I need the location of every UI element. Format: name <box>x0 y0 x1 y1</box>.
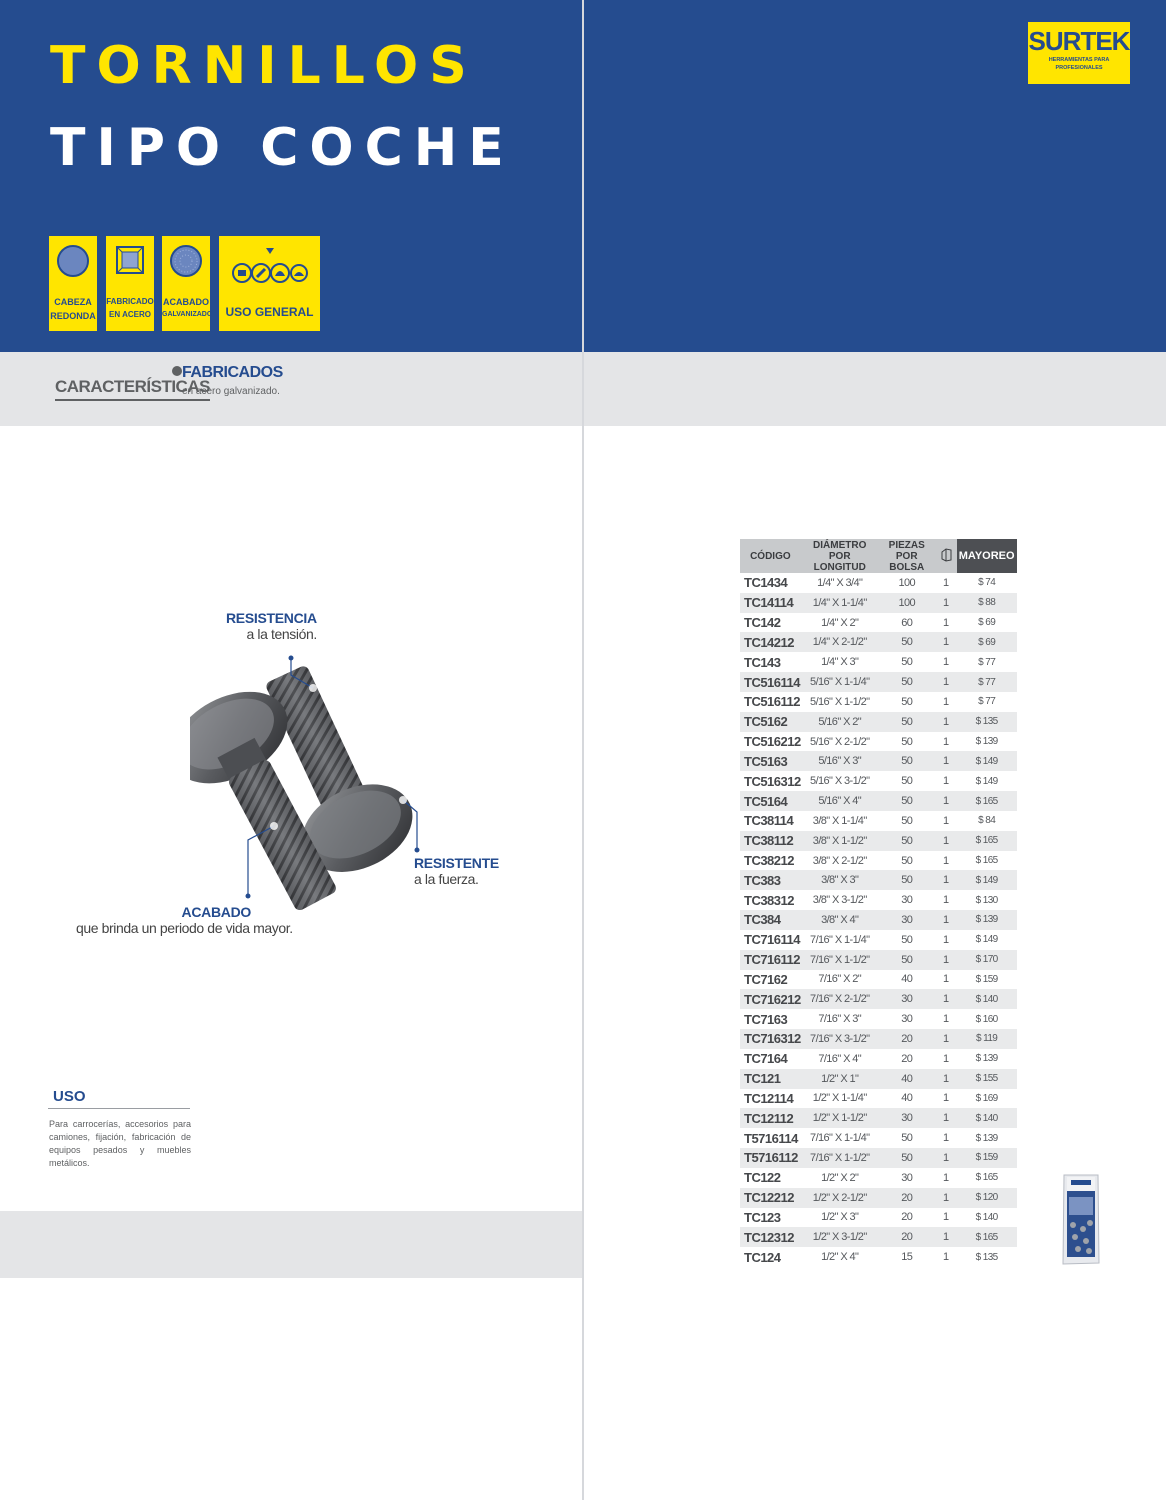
box-qty: 1 <box>942 576 949 589</box>
callout-resistente-text: a la fuerza. <box>414 871 479 887</box>
wholesale-price: $ 120 <box>957 1188 1017 1208</box>
box-qty: 1 <box>942 933 949 946</box>
diameter-length: 5/16" X 1-1/2" <box>810 695 870 708</box>
wholesale-price: $ 165 <box>957 831 1017 851</box>
pieces-per-bag: 50 <box>879 831 935 851</box>
wholesale-price: $ 140 <box>957 1108 1017 1128</box>
pieces-per-bag: 40 <box>901 1092 913 1105</box>
pieces-per-bag: 20 <box>879 1188 935 1208</box>
box-qty: 1 <box>942 1171 949 1184</box>
diameter-length: 1/4" X 3/4" <box>817 576 863 589</box>
callout-acabado <box>76 904 293 936</box>
product-code: TC516212 <box>744 734 801 750</box>
box-qty: 1 <box>935 712 957 732</box>
header-diameter <box>801 539 879 573</box>
table-row <box>740 1128 1017 1148</box>
box-qty: 1 <box>935 1029 957 1049</box>
wholesale-price: $ 69 <box>978 617 996 629</box>
characteristics-label: CARACTERÍSTICAS <box>55 377 210 401</box>
product-code: TC124 <box>744 1249 781 1265</box>
brand-logo <box>1028 22 1130 84</box>
diameter-length: 5/16" X 1-1/4" <box>801 672 879 692</box>
table-row <box>740 870 1017 890</box>
callout-acabado-title: ACABADO <box>181 904 251 920</box>
callout-resistente-title: RESISTENTE <box>414 855 499 871</box>
diameter-length: 1/4" X 2" <box>821 616 859 629</box>
product-code: TC123 <box>744 1209 781 1225</box>
pieces-per-bag: 50 <box>879 751 935 771</box>
product-code: TC5162 <box>740 712 801 732</box>
diameter-length: 5/16" X 3-1/2" <box>810 775 870 788</box>
header-pieces-line2: BOLSA <box>889 561 925 573</box>
product-code: TC516112 <box>744 694 800 710</box>
pieces-per-bag: 50 <box>901 1132 913 1145</box>
table-row <box>740 791 1017 811</box>
diameter-length: 1/4" X 1-1/4" <box>801 593 879 613</box>
wholesale-price: $ 135 <box>957 712 1017 732</box>
callout-resistencia-title: RESISTENCIA <box>226 610 317 626</box>
box-qty: 1 <box>935 870 957 890</box>
box-qty: 1 <box>942 854 949 867</box>
pieces-per-bag: 15 <box>901 1251 913 1264</box>
diameter-length: 1/4" X 3" <box>821 656 859 669</box>
callout-acabado-text: que brinda un periodo de vida mayor. <box>76 920 293 936</box>
header-mayoreo: MAYOREO <box>957 539 1017 573</box>
table-row <box>740 1009 1017 1029</box>
table-row <box>740 1069 1017 1089</box>
product-code: TC516312 <box>744 773 801 789</box>
box-qty: 1 <box>935 831 957 851</box>
wholesale-price: $ 140 <box>957 989 1017 1009</box>
pieces-per-bag: 50 <box>879 791 935 811</box>
wholesale-price: $ 77 <box>978 656 996 668</box>
product-code: TC14212 <box>740 632 801 652</box>
header-pieces <box>879 539 935 573</box>
box-qty: 1 <box>942 695 949 708</box>
box-qty: 1 <box>935 751 957 771</box>
pieces-per-bag: 50 <box>879 870 935 890</box>
product-code: TC716114 <box>744 932 800 948</box>
table-row <box>740 851 1017 871</box>
product-bag-image <box>1061 1173 1101 1267</box>
table-row <box>740 1148 1017 1168</box>
pieces-per-bag: 50 <box>879 632 935 652</box>
box-qty: 1 <box>935 791 957 811</box>
table-row <box>740 613 1017 633</box>
table-row <box>740 1049 1017 1069</box>
wholesale-price: $ 169 <box>975 1092 998 1104</box>
table-row <box>740 1108 1017 1128</box>
table-row <box>740 1227 1017 1247</box>
table-row <box>740 831 1017 851</box>
diameter-length: 7/16" X 4" <box>818 1052 862 1065</box>
product-code: TC716312 <box>740 1029 801 1049</box>
product-code: TC7164 <box>744 1051 788 1067</box>
pieces-per-bag: 30 <box>901 1171 913 1184</box>
table-row <box>740 1089 1017 1109</box>
product-code: TC1434 <box>744 575 788 591</box>
pieces-per-bag: 50 <box>901 656 913 669</box>
diameter-length: 7/16" X 1-1/2" <box>801 1148 879 1168</box>
badge-steel-line2: EN ACERO <box>109 310 151 319</box>
table-row <box>740 573 1017 593</box>
diameter-length: 3/8" X 1-1/2" <box>801 831 879 851</box>
table-row <box>740 672 1017 692</box>
header-pieces-line1: PIEZAS POR <box>888 539 925 562</box>
product-code: TC516114 <box>740 672 801 692</box>
box-qty: 1 <box>942 1052 949 1065</box>
diameter-length: 3/8" X 4" <box>801 910 879 930</box>
product-code: TC121 <box>740 1069 801 1089</box>
diameter-length: 7/16" X 2" <box>818 973 862 986</box>
table-row <box>740 1247 1017 1267</box>
table-row <box>740 1208 1017 1228</box>
table-row <box>740 632 1017 652</box>
product-code: TC12112 <box>740 1108 801 1128</box>
box-qty: 1 <box>942 775 949 788</box>
product-code: TC5164 <box>740 791 801 811</box>
diameter-length: 7/16" X 3" <box>818 1013 862 1026</box>
wholesale-price: $ 165 <box>957 791 1017 811</box>
box-qty: 1 <box>942 814 949 827</box>
table-row <box>740 910 1017 930</box>
table-row <box>740 652 1017 672</box>
badge-galvanized-line1: ACABADO <box>163 297 209 307</box>
pieces-per-bag: 60 <box>901 616 913 629</box>
table-row <box>740 890 1017 910</box>
box-qty: 1 <box>942 973 949 986</box>
wholesale-price: $ 155 <box>957 1069 1017 1089</box>
badge-general-use-label: USO GENERAL <box>225 305 314 319</box>
wholesale-price: $ 77 <box>957 672 1017 692</box>
wholesale-price: $ 130 <box>975 894 998 906</box>
pieces-per-bag: 30 <box>879 910 935 930</box>
wholesale-price: $ 74 <box>978 577 996 589</box>
pieces-per-bag: 40 <box>879 1069 935 1089</box>
diameter-length: 7/16" X 3-1/2" <box>801 1029 879 1049</box>
diameter-length: 7/16" X 1-1/4" <box>810 933 870 946</box>
pieces-per-bag: 30 <box>901 894 913 907</box>
wholesale-price: $ 160 <box>975 1013 998 1025</box>
uso-divider <box>48 1108 190 1109</box>
diameter-length: 5/16" X 2" <box>801 712 879 732</box>
wholesale-price: $ 149 <box>957 751 1017 771</box>
uso-title: USO <box>53 1088 86 1105</box>
box-qty: 1 <box>942 735 949 748</box>
diameter-length: 5/16" X 2-1/2" <box>810 735 870 748</box>
box-qty: 1 <box>935 1188 957 1208</box>
pieces-per-bag: 40 <box>901 973 913 986</box>
table-row <box>740 950 1017 970</box>
table-row <box>740 1168 1017 1188</box>
product-code: TC383 <box>740 870 801 890</box>
table-row <box>740 1188 1017 1208</box>
pieces-per-bag: 20 <box>901 1052 913 1065</box>
table-row <box>740 771 1017 791</box>
callout-resistente <box>414 855 499 887</box>
characteristics-item-text: en acero galvanizado. <box>182 386 280 397</box>
table-row <box>740 970 1017 990</box>
wholesale-price: $ 135 <box>975 1251 998 1263</box>
box-qty: 1 <box>935 950 957 970</box>
pieces-per-bag: 30 <box>879 989 935 1009</box>
product-code: TC122 <box>744 1170 781 1186</box>
product-code: TC12312 <box>740 1227 801 1247</box>
pieces-per-bag: 50 <box>901 695 913 708</box>
diameter-length: 1/2" X 3-1/2" <box>801 1227 879 1247</box>
pieces-per-bag: 20 <box>879 1029 935 1049</box>
characteristics-item-title: FABRICADOS <box>182 364 283 381</box>
box-icon <box>940 548 952 562</box>
wholesale-price: $ 149 <box>975 775 998 787</box>
box-qty: 1 <box>935 672 957 692</box>
wholesale-price: $ 88 <box>957 593 1017 613</box>
pieces-per-bag: 30 <box>901 1013 913 1026</box>
table-row <box>740 989 1017 1009</box>
product-code: TC38312 <box>744 892 794 908</box>
header-diameter-line2: LONGITUD <box>813 561 866 573</box>
uso-text: Para carrocerías, accesorios para camiones, fijación, fabricación de equipos pesados y muebles metálicos. <box>49 1119 191 1168</box>
box-qty: 1 <box>942 616 949 629</box>
table-row <box>740 811 1017 831</box>
diameter-length: 1/2" X 1-1/2" <box>801 1108 879 1128</box>
price-table <box>740 539 1017 1267</box>
diameter-length: 1/2" X 1" <box>801 1069 879 1089</box>
header-code: CÓDIGO <box>740 539 801 573</box>
product-code: TC143 <box>744 654 781 670</box>
diameter-length: 5/16" X 4" <box>801 791 879 811</box>
box-qty: 1 <box>935 1069 957 1089</box>
product-code: TC12212 <box>740 1188 801 1208</box>
diameter-length: 1/4" X 2-1/2" <box>801 632 879 652</box>
wholesale-price: $ 84 <box>978 815 996 827</box>
table-row <box>740 751 1017 771</box>
box-qty: 1 <box>935 632 957 652</box>
badge-round-head-line2: REDONDA <box>50 311 96 321</box>
diameter-length: 1/2" X 3" <box>821 1211 859 1224</box>
product-code: T5716112 <box>740 1148 801 1168</box>
wholesale-price: $ 77 <box>978 696 996 708</box>
product-code: TC38212 <box>744 853 794 868</box>
table-row <box>740 593 1017 613</box>
box-qty: 1 <box>942 656 949 669</box>
box-qty: 1 <box>935 593 957 613</box>
badge-round-head-line1: CABEZA <box>54 297 92 307</box>
wholesale-price: $ 165 <box>957 1227 1017 1247</box>
badge-galvanized-line2: GALVANIZADO <box>162 311 213 318</box>
product-code: TC14114 <box>740 593 801 613</box>
brand-name: SURTEK <box>1028 26 1130 56</box>
product-code: TC7163 <box>744 1011 788 1027</box>
brand-tagline: HERRAMIENTAS PARA PROFESIONALES <box>1048 57 1110 71</box>
box-qty: 1 <box>942 1132 949 1145</box>
pieces-per-bag: 50 <box>879 1148 935 1168</box>
page-title-line1: TORNILLOS <box>50 36 478 96</box>
diameter-length: 3/8" X 3" <box>801 870 879 890</box>
wholesale-price: $ 149 <box>975 934 998 946</box>
table-row <box>740 732 1017 752</box>
wholesale-price: $ 139 <box>957 910 1017 930</box>
box-qty: 1 <box>935 1108 957 1128</box>
diameter-length: 3/8" X 3-1/2" <box>812 894 867 907</box>
callout-lines <box>0 0 583 1000</box>
table-row <box>740 692 1017 712</box>
box-qty: 1 <box>935 1227 957 1247</box>
pieces-per-bag: 50 <box>901 814 913 827</box>
product-code: TC38112 <box>740 831 801 851</box>
badge-steel-line1: FABRICADO <box>106 297 154 306</box>
diameter-length: 7/16" X 1-1/2" <box>801 950 879 970</box>
pieces-per-bag: 50 <box>879 950 935 970</box>
header-box <box>935 539 957 573</box>
wholesale-price: $ 139 <box>975 1132 998 1144</box>
box-qty: 1 <box>935 1148 957 1168</box>
pieces-per-bag: 50 <box>879 712 935 732</box>
product-code: TC142 <box>744 615 781 631</box>
product-code: TC5163 <box>740 751 801 771</box>
table-row <box>740 712 1017 732</box>
diameter-length: 7/16" X 1-1/4" <box>810 1132 870 1145</box>
box-qty: 1 <box>942 1211 949 1224</box>
box-qty: 1 <box>935 910 957 930</box>
wholesale-price: $ 165 <box>975 1172 998 1184</box>
price-table-body <box>740 573 1017 1267</box>
diameter-length: 1/2" X 2-1/2" <box>801 1188 879 1208</box>
product-code: TC716112 <box>740 950 801 970</box>
pieces-per-bag: 50 <box>901 775 913 788</box>
box-qty: 1 <box>942 1251 949 1264</box>
pieces-per-bag: 20 <box>879 1227 935 1247</box>
box-qty: 1 <box>942 1092 949 1105</box>
table-row <box>740 930 1017 950</box>
wholesale-price: $ 170 <box>957 950 1017 970</box>
product-code: TC384 <box>740 910 801 930</box>
pieces-per-bag: 30 <box>879 1108 935 1128</box>
wholesale-price: $ 119 <box>957 1029 1017 1049</box>
product-code: TC12114 <box>744 1090 794 1106</box>
box-qty: 1 <box>942 1013 949 1026</box>
wholesale-price: $ 139 <box>975 736 998 748</box>
wholesale-price: $ 139 <box>975 1053 998 1065</box>
table-header-row <box>740 539 1017 573</box>
product-code: T5716114 <box>744 1130 798 1146</box>
wholesale-price: $ 159 <box>957 1148 1017 1168</box>
box-qty: 1 <box>935 989 957 1009</box>
wholesale-price: $ 140 <box>975 1211 998 1223</box>
wholesale-price: $ 69 <box>957 632 1017 652</box>
wholesale-price: $ 165 <box>975 855 998 866</box>
pieces-per-bag: 20 <box>901 1211 913 1224</box>
pieces-per-bag: 50 <box>901 933 913 946</box>
wholesale-price: $ 159 <box>975 973 998 985</box>
diameter-length: 5/16" X 3" <box>801 751 879 771</box>
pieces-per-bag: 100 <box>898 576 915 589</box>
pieces-per-bag: 50 <box>879 672 935 692</box>
pieces-per-bag: 100 <box>879 593 935 613</box>
diameter-length: 1/2" X 1-1/4" <box>812 1092 867 1105</box>
footer-band <box>0 1211 583 1278</box>
callout-resistencia-text: a la tensión. <box>246 626 317 642</box>
product-code: TC38114 <box>744 813 794 829</box>
header-diameter-line1: DIÁMETRO POR <box>813 539 867 562</box>
diameter-length: 1/2" X 2" <box>821 1171 859 1184</box>
table-row <box>740 1029 1017 1049</box>
diameter-length: 7/16" X 2-1/2" <box>801 989 879 1009</box>
page-title-line2: TIPO COCHE <box>50 118 515 178</box>
product-code: TC716212 <box>740 989 801 1009</box>
diameter-length: 3/8" X 2-1/2" <box>812 854 867 867</box>
pieces-per-bag: 50 <box>901 735 913 748</box>
wholesale-price: $ 149 <box>957 870 1017 890</box>
callout-resistencia <box>226 610 317 642</box>
diameter-length: 3/8" X 1-1/4" <box>812 814 867 827</box>
pieces-per-bag: 50 <box>901 854 913 867</box>
diameter-length: 1/2" X 4" <box>821 1251 859 1264</box>
box-qty: 1 <box>942 894 949 907</box>
product-code: TC7162 <box>744 971 788 987</box>
